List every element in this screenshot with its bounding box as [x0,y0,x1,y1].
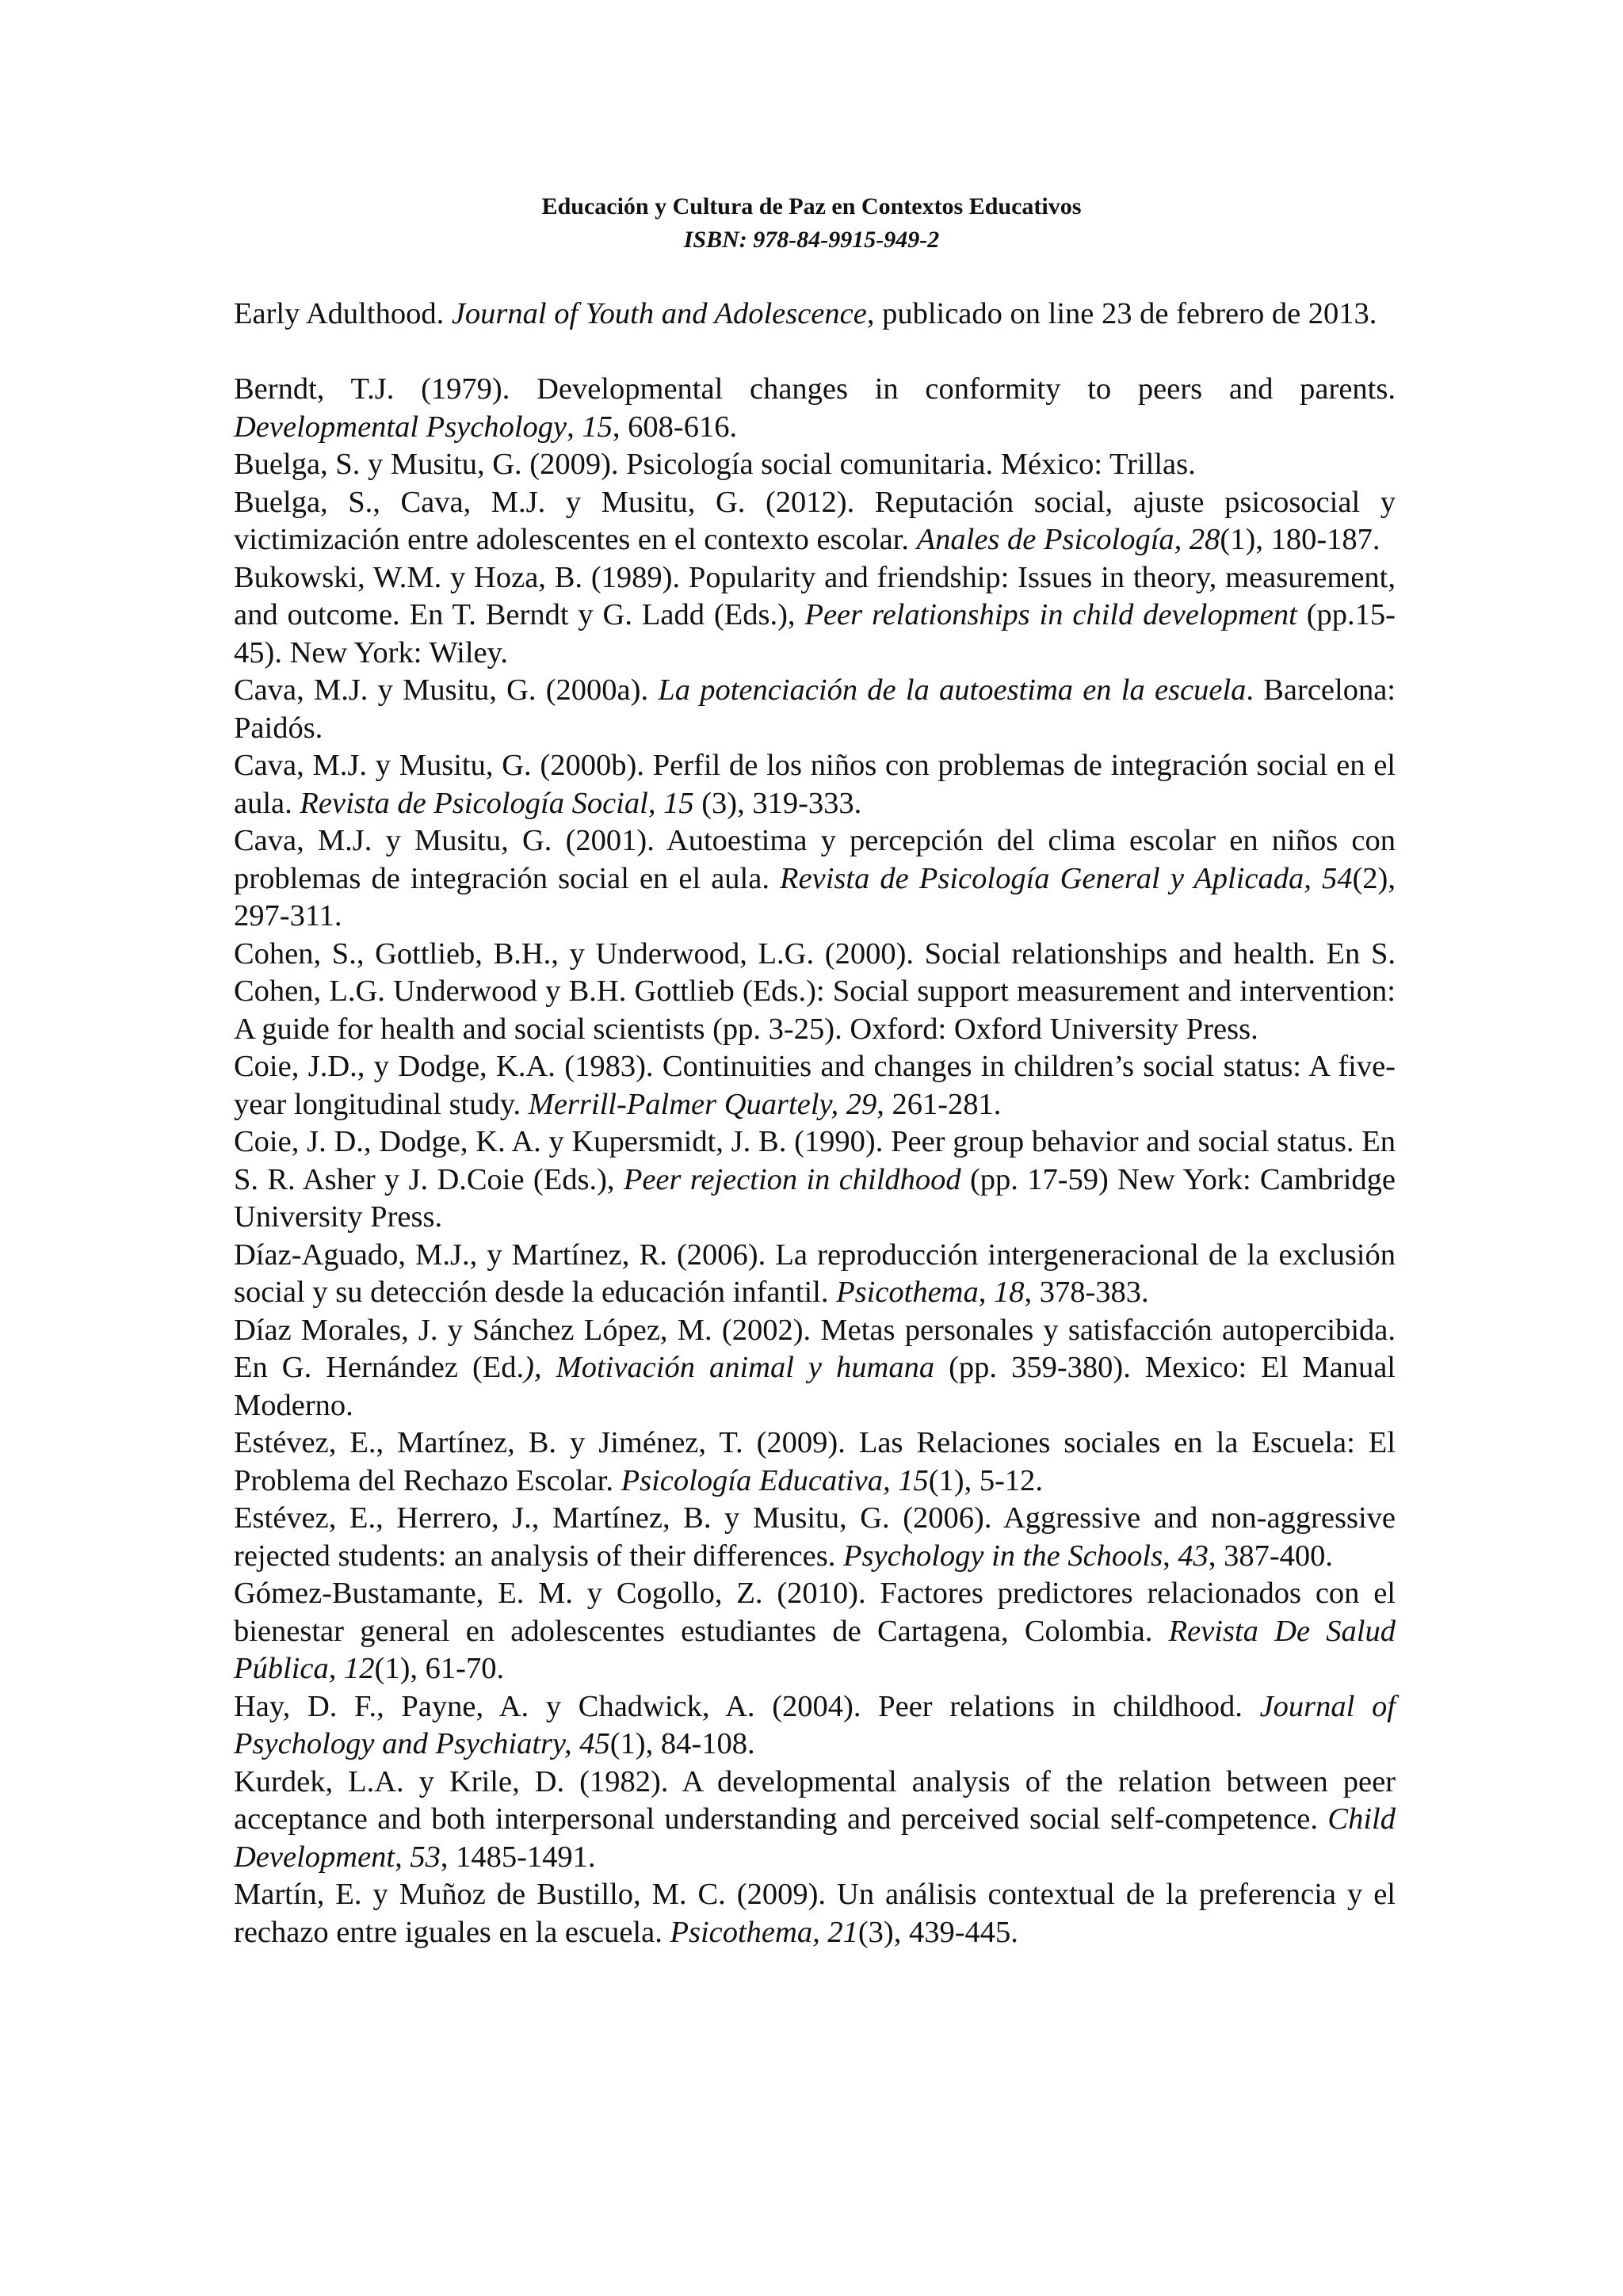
reference-text: Coie, J. D., Dodge, K. A. y Kupersmidt, J. B. (1990). Peer group behavior and social status. En S. R. Asher y J. D.Coie (Eds.), [234,1125,1396,1196]
reference-italic-text: Psicothema, 18 [836,1276,1025,1309]
reference-text: (1), 84-108. [609,1727,755,1760]
reference-entry [234,1575,1396,1688]
reference-text: Estévez, E., Herrero, J., Martínez, B. y Musitu, G. (2006). Aggressive and non-aggressive rejected students: an analysis of their differences. [234,1501,1396,1573]
reference-text: , [567,410,582,444]
reference-text: , publicado on line 23 de febrero de 2013. [866,297,1377,330]
reference-italic-text: Revista de Psicología Social, 15 [300,786,694,820]
reference-list [234,296,1396,1951]
reference-entry [234,1237,1396,1312]
reference-text: Early Adulthood. [234,297,452,330]
reference-text: Díaz Morales, J. y Sánchez López, M. (2002). Metas personales y satisfacción autopercibida. En G. Hernández (Ed. [234,1313,1396,1384]
reference-text: , 1485-1491. [440,1840,596,1874]
reference-entry [234,446,1396,484]
reference-italic-text: Psicología Educativa, 15 [621,1463,929,1497]
reference-text: Cava, M.J. y Musitu, G. (2001). Autoestima y percepción del clima escolar en niños con problemas de integración social en el aula. [234,824,1396,895]
reference-italic-text: Psychology in the Schools [843,1539,1163,1573]
reference-text: (3), 439-445. [857,1915,1018,1949]
reference-italic-text: Peer rejection in childhood [623,1162,961,1196]
reference-text: Gómez-Bustamante, E. M. y Cogollo, Z. (2010). Factores predictores relacionados con el bienestar general en adolescentes estudiantes de Cartagena, Colombia. [234,1577,1396,1648]
reference-entry [234,1123,1396,1237]
reference-text: Bukowski, W.M. y Hoza, B. (1989). Popularity and friendship: Issues in theory, measurement, and outcome. En T. Berndt y G. Ladd (Eds.), [234,560,1396,631]
reference-text: (2), 297-311. [234,861,1396,933]
reference-entry [234,936,1396,1049]
reference-text: . Barcelona: Paidós. [234,673,1396,745]
reference-italic-text: Revista De Salud Pública, 12 [234,1614,1396,1685]
reference-italic-text: Anales de Psicología, 28 [916,523,1220,556]
reference-italic-text: La potenciación de la autoestima en la escuela [658,673,1247,707]
reference-italic-text: Peer relationships in child development [804,598,1297,631]
page-header [0,190,1623,257]
reference-text: , 608-616. [612,410,738,444]
reference-text: Estévez, E., Martínez, B. y Jiménez, T. (2009). Las Relaciones sociales en la Escuela: El Problema del Rechazo Escolar. [234,1426,1396,1497]
reference-text: , [1163,1539,1178,1573]
reference-text: Cava, M.J. y Musitu, G. (2000b). Perfil de los niños con problemas de integración social en el aula. [234,749,1396,820]
reference-text: Díaz-Aguado, M.J., y Martínez, R. (2006). La reproducción intergeneracional de la exclusión social y su detección desde la educación infantil. [234,1238,1396,1309]
reference-italic-text: Journal of Youth and Adolescence [451,297,867,330]
reference-entry [234,1876,1396,1951]
reference-text: Cava, M.J. y Musitu, G. (2000a). [234,673,659,707]
reference-text: Coie, J.D., y Dodge, K.A. (1983). Continuities and changes in children’s social status: A five-year longitudinal study. [234,1050,1396,1121]
reference-entry [234,296,1396,334]
reference-text: Cohen, S., Gottlieb, B.H., y Underwood, L.G. (2000). Social relationships and health. En S. Cohen, L.G. Underwood y B.H. Gottlieb (Eds.): Social support measurement and intervention: A guide for health and social scientists (pp. 3-25). Oxford: Oxford University Press. [234,936,1396,1046]
reference-entry [234,1048,1396,1123]
reference-text: Martín, E. y Muñoz de Bustillo, M. C. (2009). Un análisis contextual de la preferencia y el rechazo entre iguales en la escuela. [234,1878,1396,1949]
reference-entry [234,1500,1396,1575]
reference-italic-text: Child Development, 53 [234,1802,1396,1874]
reference-text: Buelga, S. y Musitu, G. (2009). Psicología social comunitaria. México: Trillas. [234,448,1196,481]
reference-entry [234,484,1396,559]
reference-entry [234,371,1396,446]
reference-text: (1), 5-12. [928,1463,1044,1497]
reference-entry [234,822,1396,936]
reference-text: (pp. 359-380). Mexico: El Manual Moderno. [234,1351,1396,1422]
reference-text: (1), 180-187. [1220,523,1381,556]
reference-entry [234,747,1396,822]
reference-italic-text: 15 [582,410,613,444]
reference-text: Berndt, T.J. (1979). Developmental changes in conformity to peers and parents. [234,372,1396,406]
reference-entry [234,1425,1396,1500]
book-title: Educación y Cultura de Paz en Contextos Educativos [541,193,1082,219]
reference-italic-text: ), Motivación animal y humana [524,1351,935,1384]
reference-entry [234,1312,1396,1425]
reference-italic-text: Journal of Psychology and Psychiatry, 45 [234,1689,1396,1760]
reference-text: (1), 61-70. [374,1652,505,1685]
reference-italic-text: 43 [1178,1539,1209,1573]
reference-text: (pp.15-45). New York: Wiley. [234,598,1396,669]
reference-entry [234,1764,1396,1877]
reference-italic-text: Revista de Psicología General y Aplicada, 54 [780,861,1353,895]
reference-text: (pp. 17-59) New York: Cambridge University Press. [234,1162,1396,1234]
reference-text: , 261-281. [876,1087,1002,1121]
reference-italic-text: Psicothema, 21 [670,1915,858,1949]
reference-text: (3), 319-333. [693,786,862,820]
reference-entry [234,559,1396,673]
reference-text: Hay, D. F., Payne, A. y Chadwick, A. (2004). Peer relations in childhood. [234,1689,1260,1723]
reference-text: , 387-400. [1208,1539,1334,1573]
isbn-line: ISBN: 978-84-9915-949-2 [683,227,940,253]
reference-text: Kurdek, L.A. y Krile, D. (1982). A developmental analysis of the relation between peer acceptance and both interpersonal understanding and perceived social self-competence. [234,1764,1396,1836]
reference-text: , 378-383. [1024,1276,1149,1309]
reference-italic-text: Developmental Psychology [234,410,567,444]
reference-text: Buelga, S., Cava, M.J. y Musitu, G. (2012). Reputación social, ajuste psicosocial y victimización entre adolescentes en el contexto escolar. [234,485,1396,556]
reference-italic-text: Merrill-Palmer Quartely, 29 [528,1087,877,1121]
reference-entry [234,672,1396,747]
reference-entry [234,1688,1396,1764]
